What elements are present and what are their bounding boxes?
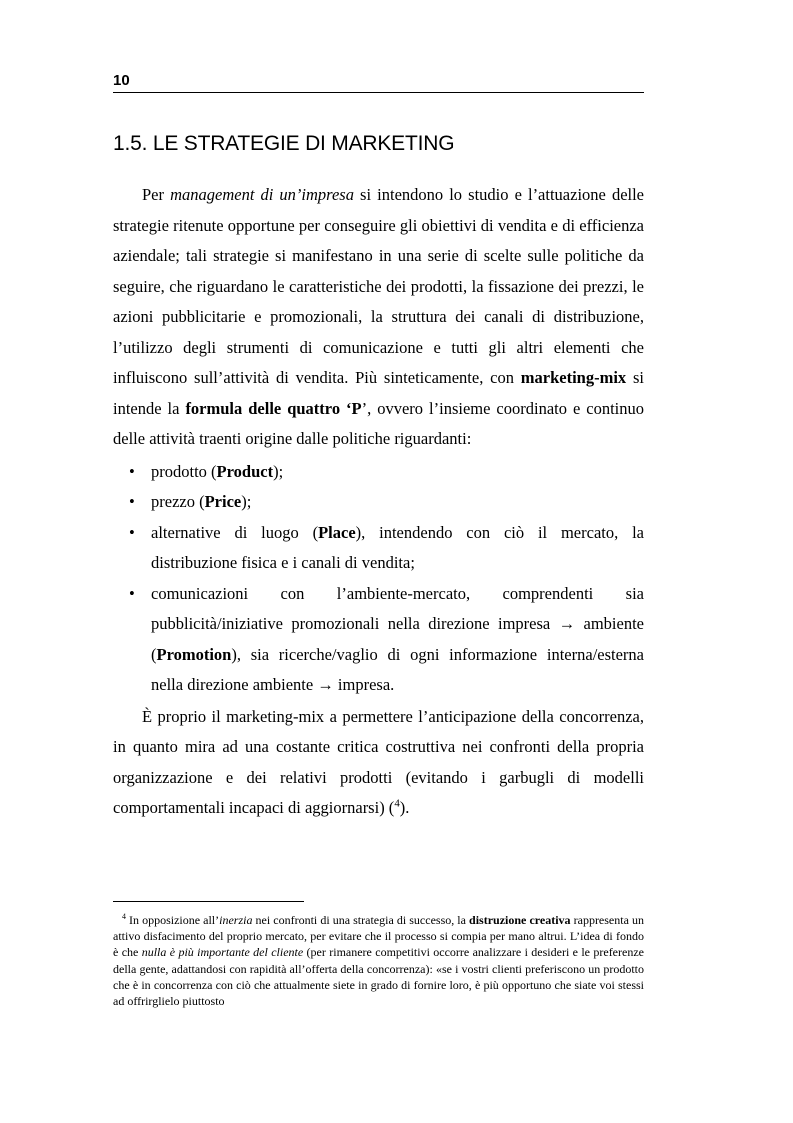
closing-paragraph: È proprio il marketing-mix a permettere l’anticipazione della concorrenza, in quanto mira ad una costante critica costruttiva nei confronti della propria organizzazione e dei relativi prodotti (evitando i garbugli di modelli comportamentali incapaci di aggiornarsi) ($^4$). <box>113 706 644 817</box>
list-item-product: • prodotto (Product); <box>113 457 644 488</box>
footnote-divider <box>113 901 304 902</box>
main-body <box>113 180 644 824</box>
footnote-reference[interactable]: 4 <box>394 797 400 810</box>
page-header <box>113 72 644 93</box>
bullet-icon: • <box>129 492 135 511</box>
emphasis-management: management di un’impresa <box>170 185 354 204</box>
list-item-price: • prezzo (Price); <box>113 487 644 518</box>
intro-paragraph: Per management di un’impresa si intendono lo studio e l’attuazione delle strategie ritenute opportune per conseguire gli obiettivi di vendita e di efficienza aziendale; tali strategie si manifestano in una serie di scelte sulle politiche da seguire, che riguardano le caratteristiche dei prodotti, la fissazione dei prezzi, le azioni pubblicitarie e promozionali, la struttura dei canali di distribuzione, l’utilizzo degli strumenti di comunicazione e tutti gli altri elementi che influiscono sull’attività di vendita. Più sinteticamente, con marketing-mix si intende la formula delle quattro ‘P’, ovvero l’insieme coordinato e continuo delle attività traenti origine dalle politiche riguardanti: <box>113 185 645 448</box>
page-number: 10 <box>113 72 130 89</box>
bullet-icon: • <box>129 461 135 481</box>
four-p-list <box>113 457 644 701</box>
bullet-icon: • <box>129 522 135 542</box>
bold-marketing-mix: marketing-mix <box>520 368 627 387</box>
bullet-icon: • <box>129 583 135 603</box>
section-title: 1.5. LE STRATEGIE DI MARKETING <box>113 132 455 155</box>
list-item-promotion: • comunicazioni con l’ambiente-mercato, comprendenti sia pubblicità/iniziative promozionali nella direzione impresa → ambiente (Promotion), sia ricerche/vaglio di ogni informazione interna/esterna nella direzione ambiente → impresa. <box>113 579 644 701</box>
footnote-number: 4 <box>122 912 126 921</box>
footnote: $^4$ In opposizione all’inerzia nei confronti di una strategia di successo, la distruzione creativa rappresenta un attivo disfacimento del proprio mercato, per evitare che il processo si compia per mano altrui. L’idea di fondo è che nulla è più importante del cliente (per rimanere competitivi occorre analizzare i desideri e le preferenze della gente, adattandosi con rapidità all’offerta della concorrenza): «se i vostri clienti preferiscono un prodotto che è in concorrenza con ciò che attualmente siete in grado di fornire loro, è più opportuno che siate voi stessi ad offrirglielo piuttosto <box>113 912 644 1009</box>
bold-formula: formula delle quattro ‘P <box>185 398 362 418</box>
list-item-place: • alternative di luogo (Place), intendendo con ciò il mercato, la distribuzione fisica e i canali di vendita; <box>113 518 644 579</box>
